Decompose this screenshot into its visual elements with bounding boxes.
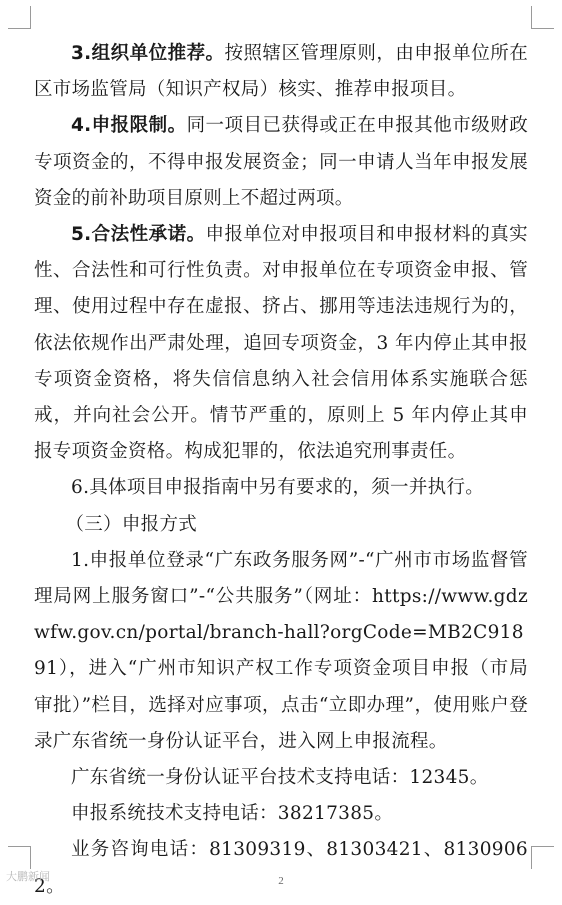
paragraph-application-method: 1.申报单位登录“广东政务服务网”-“广州市市场监督管理局网上服务窗口”-“公共服务”（网址：https://www.gdzwfw.gov.cn/portal/branch-hall?orgCode=MB2C91891），进入“广州市知识产权工作专项资金项目申报（市局审批）”栏目，选择对应事项，点击“立即办理”，使用账户登录广东省统一身份认证平台，进入网上申报流程。 (34, 549, 528, 752)
page-number: 2 (278, 875, 284, 887)
paragraph-lead: 3.组织单位推荐。 (71, 43, 225, 64)
phone-system-support: 申报系统技术支持电话：38217385。 (71, 803, 394, 825)
paragraph-text: 按照辖区管理原则，由申报单位所在区市场监管局（知识产权局）核实、推荐申报项目。 (34, 43, 528, 101)
crop-mark-top-right (531, 6, 554, 29)
crop-mark-bottom-left (8, 846, 31, 869)
paragraph-application-limits (34, 108, 528, 217)
paragraph-organization-recommendation (34, 36, 528, 108)
document-body (34, 36, 528, 905)
paragraph-text: 同一项目已获得或正在申报其他市级财政专项资金的，不得申报发展资金；同一申请人当年申报发展资金的前补助项目原则上不超过两项。 (34, 115, 528, 209)
crop-mark-bottom-right (531, 846, 554, 869)
phone-business-consult: 业务咨询电话：81309319、81303421、81309062。 (34, 839, 528, 897)
paragraph-legality-commitment (34, 217, 528, 470)
paragraph-text: 申报单位对申报项目和申报材料的真实性、合法性和可行性负责。对申报单位在专项资金申报、管理、使用过程中存在虚报、挤占、挪用等违法违规行为的，依法依规作出严肃处理，追回专项资金，3 年内停止其申报专项资金资格，将失信信息纳入社会信用体系实施联合惩戒，并向社会公开。情节严重的，原则上 5 年内停止其申报专项资金资格。构成犯罪的，依法追究刑事责任。 (34, 224, 528, 463)
phone-identity-platform: 广东省统一身份认证平台技术支持电话：12345。 (71, 767, 489, 789)
paragraph-lead: 4.申报限制。 (71, 115, 187, 137)
watermark: 大鹏新闻 (6, 870, 50, 883)
section-heading: （三）申报方式 (65, 513, 198, 535)
paragraph-lead: 5.合法性承诺。 (71, 224, 206, 246)
crop-mark-top-left (8, 6, 31, 29)
paragraph-item-6: 6.具体项目申报指南中另有要求的，须一并执行。 (71, 477, 485, 499)
